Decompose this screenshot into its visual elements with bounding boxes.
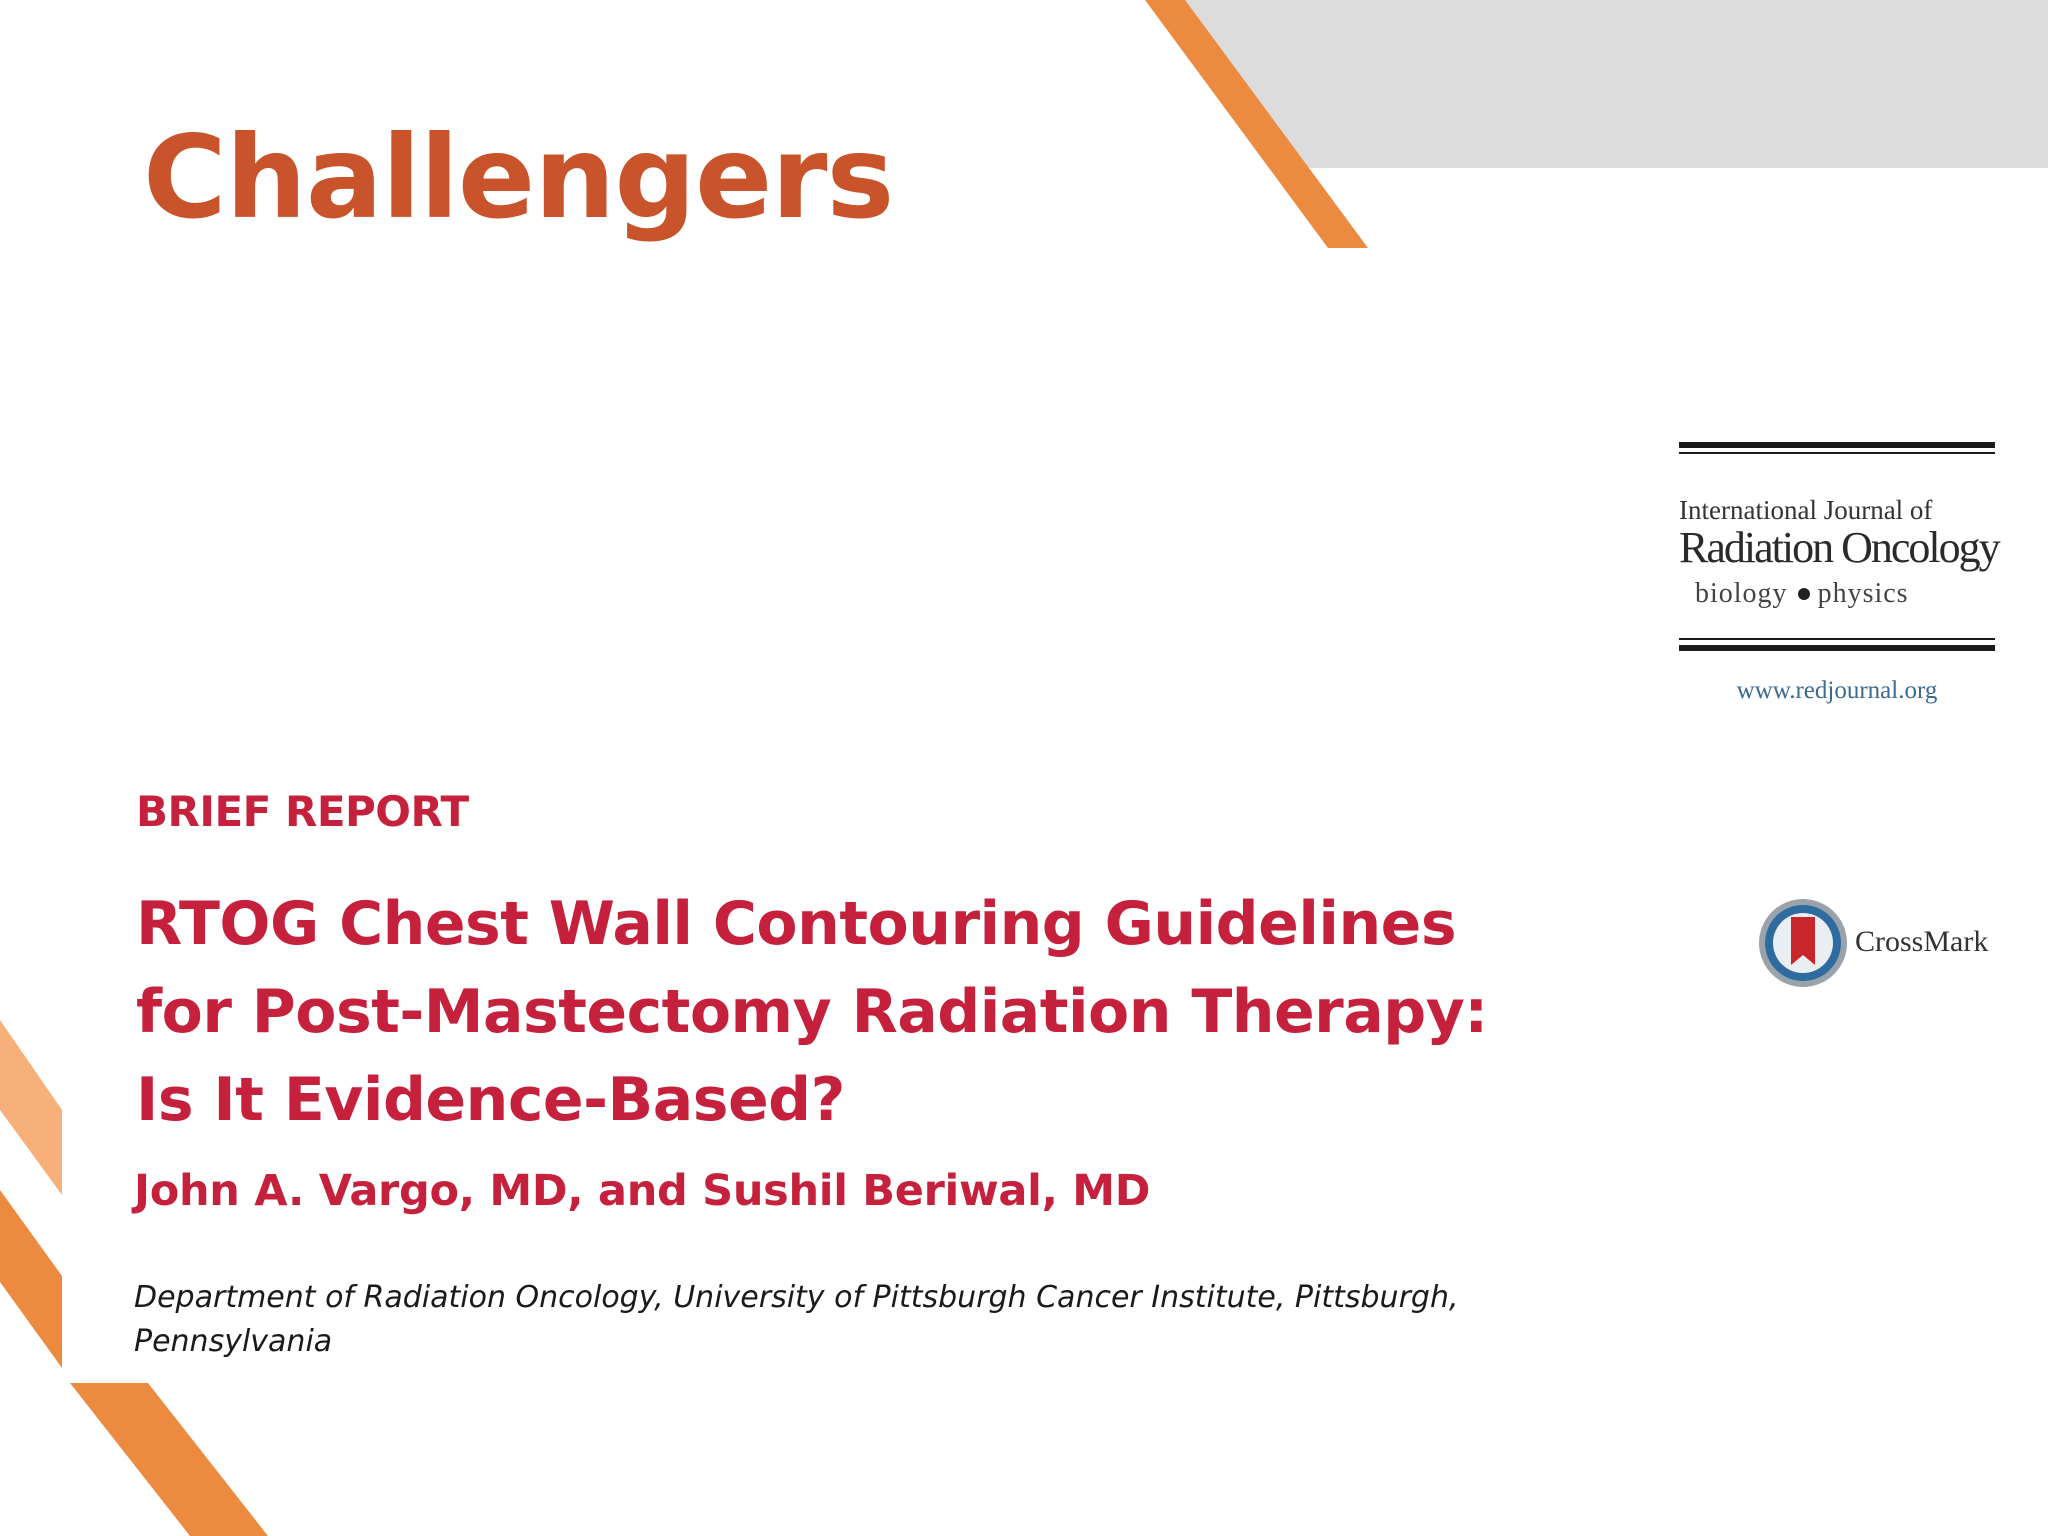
journal-url[interactable]: www.redjournal.org — [1736, 677, 1938, 704]
journal-subtitle-right: physics — [1817, 578, 1909, 609]
journal-name-line3 — [1695, 578, 1909, 610]
paper-title-line: RTOG Chest Wall Contouring Guidelines — [136, 889, 1457, 959]
affiliation-line: Pennsylvania — [134, 1324, 333, 1359]
paper-authors: John A. Vargo, MD, and Sushil Beriwal, MD — [134, 1166, 1151, 1216]
journal-name-line1: International Journal of — [1679, 495, 1933, 525]
paper-affiliation — [134, 1276, 1614, 1364]
left-light-stripe — [0, 1020, 62, 1195]
affiliation-line: Department of Radiation Oncology, University of Pittsburgh Cancer Institute, Pittsburgh, — [134, 1280, 1459, 1315]
paper-excerpt — [62, 380, 2022, 1380]
logo-rule-bottom-thin — [1679, 638, 1995, 640]
report-type: BRIEF REPORT — [136, 787, 469, 836]
logo-rule-top-thin — [1679, 452, 1995, 454]
logo-rule-top-thick — [1679, 442, 1995, 448]
left-orange-stripe — [0, 1190, 62, 1368]
crossmark-badge[interactable] — [1755, 895, 2000, 991]
slide-title: Challengers — [143, 111, 894, 244]
journal-name-line2: Radiation Oncology — [1679, 523, 1999, 572]
crossmark-label: CrossMark — [1855, 925, 1989, 958]
journal-logo — [1679, 442, 1999, 707]
paper-title — [136, 880, 1536, 1144]
paper-title-line: for Post-Mastectomy Radiation Therapy: — [136, 977, 1488, 1047]
bottom-orange-stripe — [70, 1383, 268, 1536]
logo-rule-bottom-thick — [1679, 645, 1995, 651]
bullet-dot-icon — [1798, 588, 1810, 600]
top-gray-bar — [1180, 0, 2048, 168]
crossmark-icon — [1755, 895, 1851, 991]
paper-title-line: Is It Evidence-Based? — [136, 1065, 845, 1135]
journal-subtitle-left: biology — [1695, 578, 1788, 609]
